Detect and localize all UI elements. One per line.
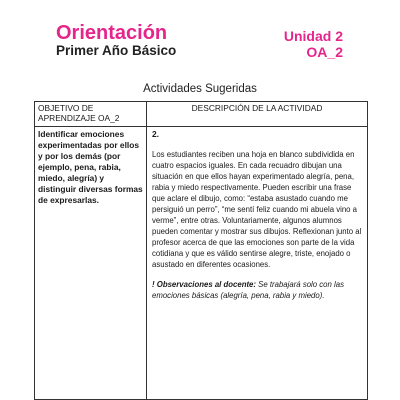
section-title: Actividades Sugeridas xyxy=(143,83,257,95)
subject-title: Orientación xyxy=(56,22,168,44)
activity-text: Los estudiantes reciben una hoja en blanco subdividida en cuatro espacios iguales. En cada recuadro dibujan una situación en que ellos hayan experimentado alegría, pena, rabia y miedo respectivamente. Pueden escribir una frase que aclare el dibujo, como: “estaba asustado cuando me persiguió un perro”, “me sentí feliz cuando mi abuela vino a verme”, entre otras. Voluntariamente, algunos alumnos pueden comentar y mostrar sus dibujos. Reflexionan junto al profesor acerca de que las emociones son parte de la vida cotidiana y que es válido sentirse alegre, triste, enojado o asustado en diferentes ocasiones. xyxy=(152,150,362,269)
activities-table xyxy=(34,101,368,400)
objective-text: Identificar emociones experimentadas por ellos y por los demás (por ejemplo, pena, rabia, miedo, alegría) y distinguir diversas formas de expresarlas. xyxy=(38,129,143,205)
table-header-row xyxy=(35,102,368,127)
table-row xyxy=(35,127,368,400)
activity-number: 2. xyxy=(152,129,159,139)
description-cell xyxy=(147,127,368,400)
grade-label: Primer Año Básico xyxy=(56,43,177,58)
oa-label: OA_2 xyxy=(306,44,343,60)
objective-column-header: OBJETIVO DE APRENDIZAJE OA_2 xyxy=(35,102,147,127)
unit-label: Unidad 2 xyxy=(283,28,343,44)
objective-cell xyxy=(35,127,147,400)
observation-note xyxy=(152,279,364,301)
observation-label: ! Observaciones al docente: xyxy=(152,280,256,289)
observation-text: Se trabajará solo con las emociones básicas (alegría, pena, rabia y miedo). xyxy=(152,280,344,300)
description-column-header: DESCRIPCIÓN DE LA ACTIVIDAD xyxy=(147,102,368,127)
